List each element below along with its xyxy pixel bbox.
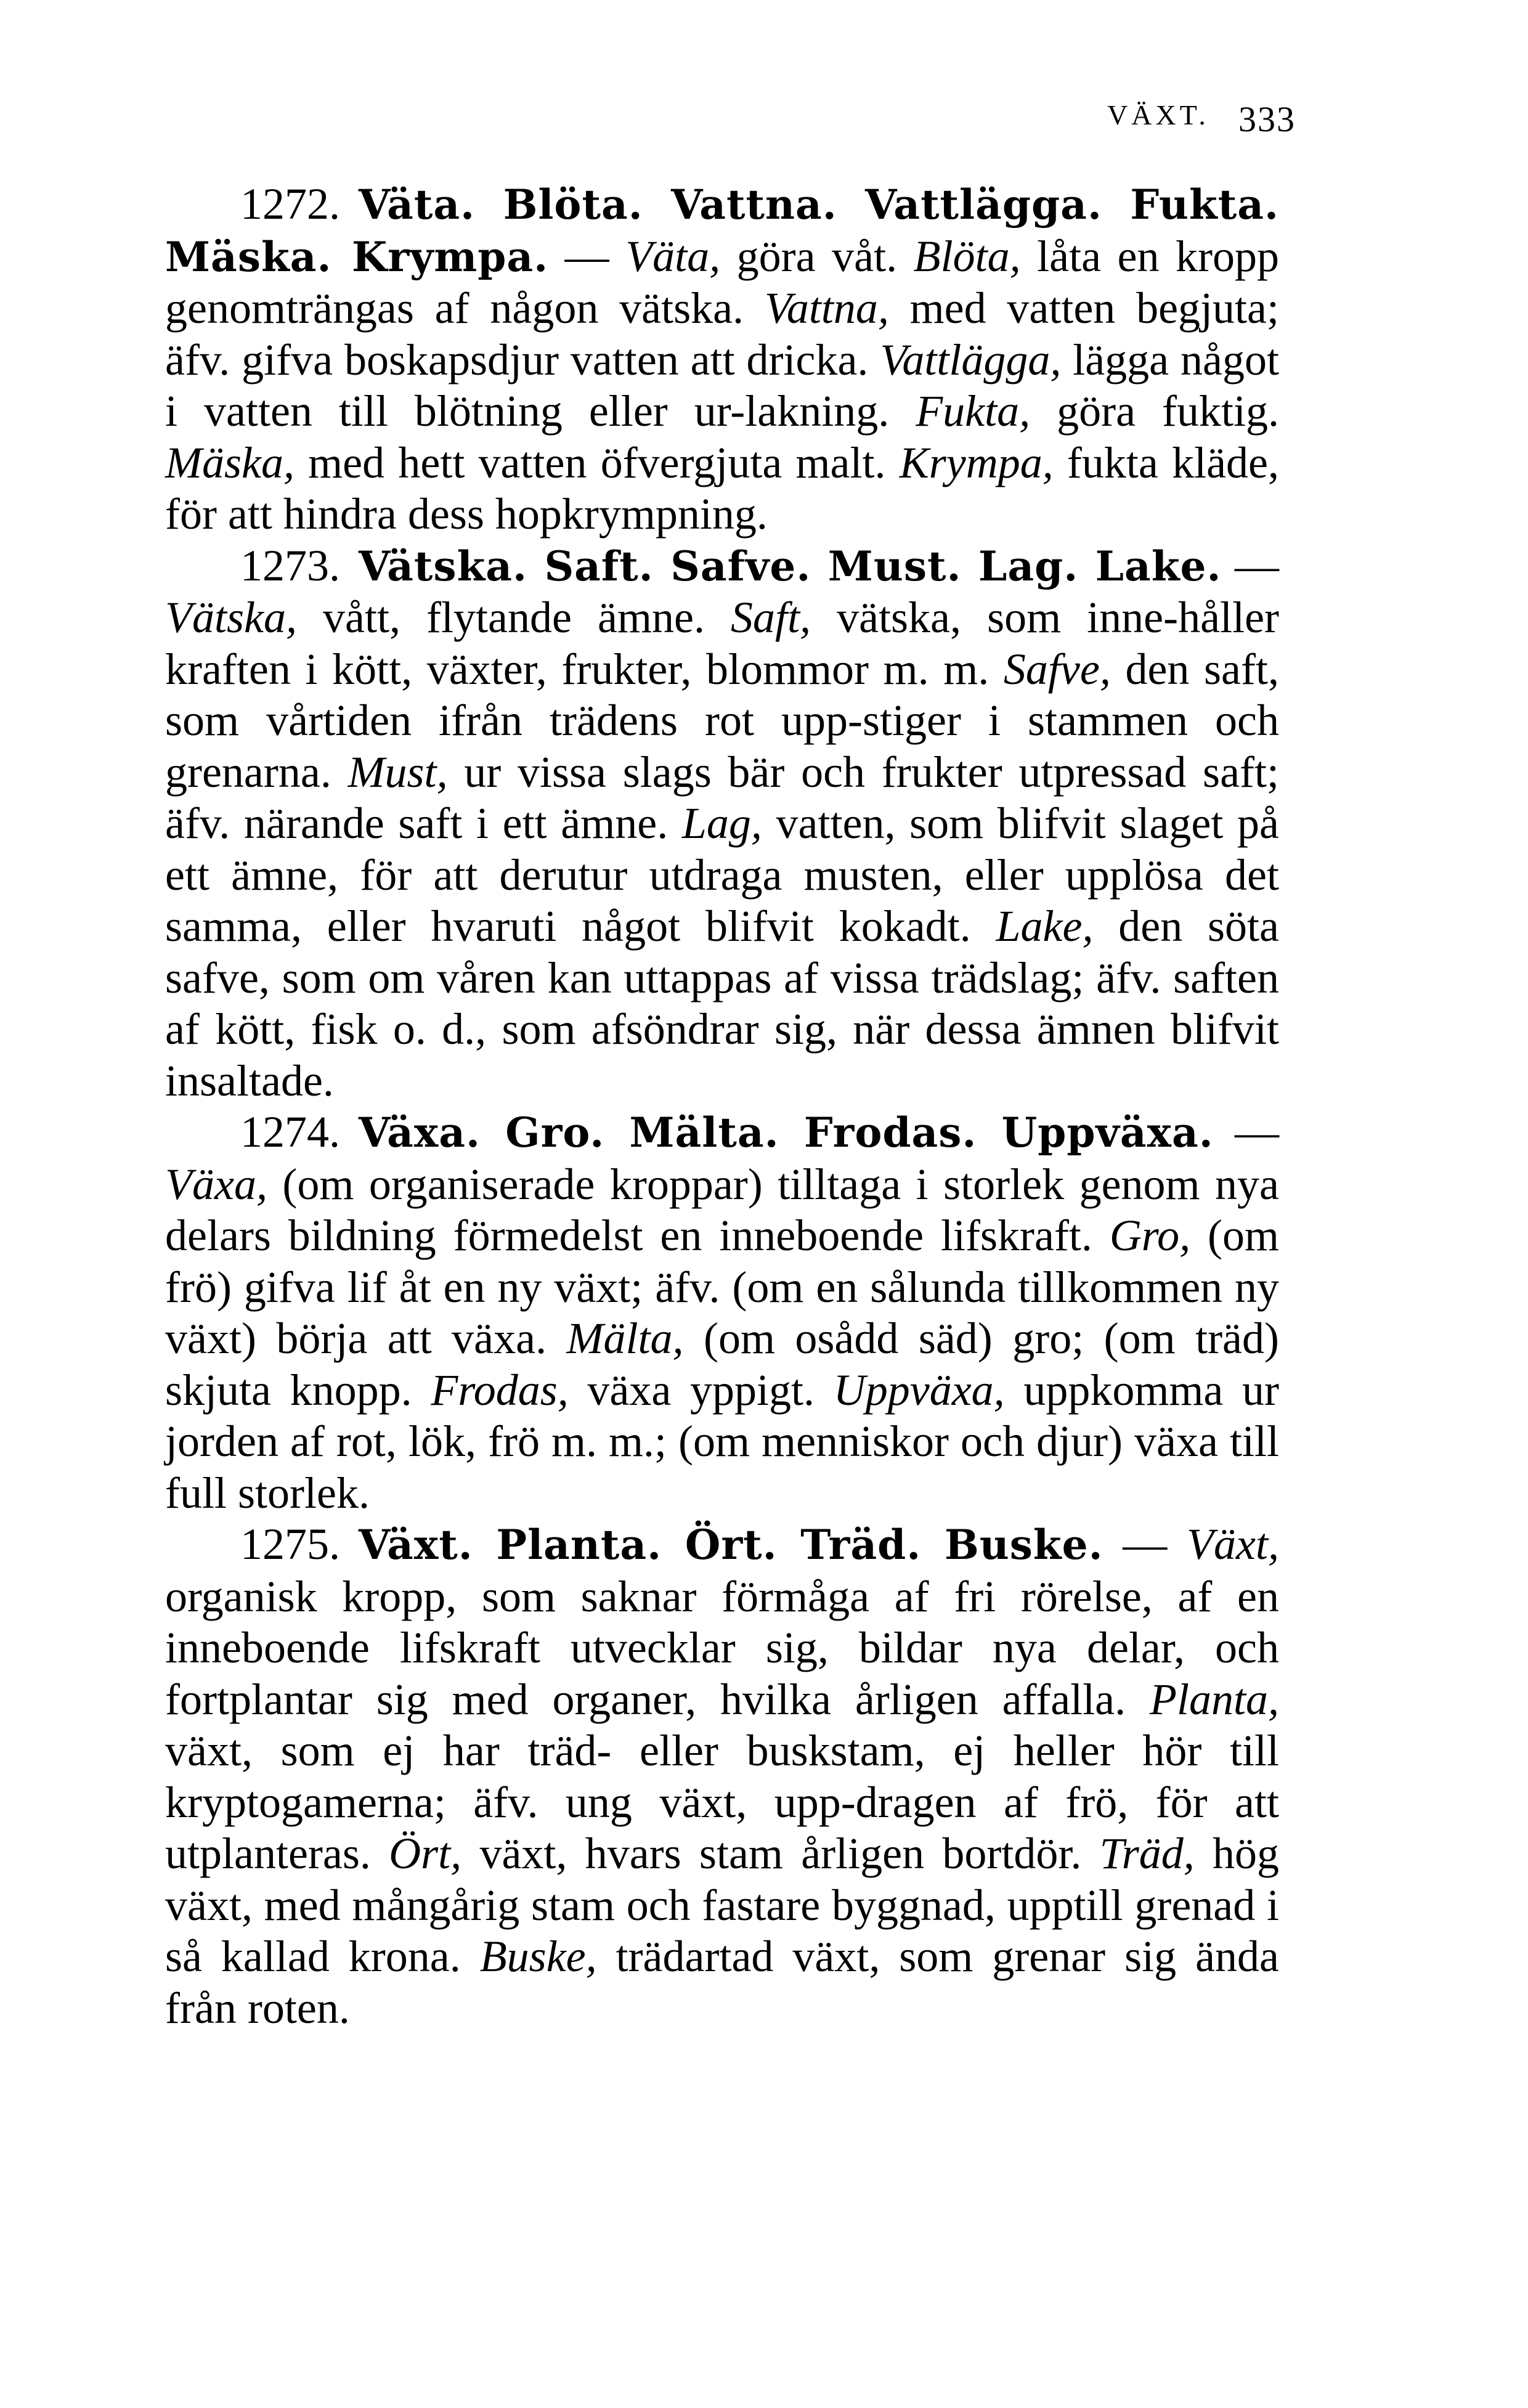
defined-term: Safve,	[1003, 644, 1111, 694]
headword-group: Vätska. Saft. Safve. Must. Lag. Lake.	[359, 542, 1222, 590]
definition-text: vätska, som inne-håller kraften i kött, växter, frukter, blommor m. m.	[165, 593, 1279, 694]
entry-number: 1275.	[240, 1519, 340, 1569]
definition-text: den söta safve, som om våren kan uttappas af vissa trädslag; äfv. saften af kött, fisk o. d., som afsöndrar sig, när dessa ämnen blifvit insaltade.	[165, 901, 1280, 1105]
entry-body	[165, 541, 1279, 1105]
defined-term: Vattlägga,	[880, 335, 1062, 384]
defined-term: Saft,	[731, 593, 811, 642]
defined-term: Väta,	[625, 231, 721, 281]
headword-group: Väta. Blöta. Vattna. Vattlägga. Fukta. Mäska. Krympa.	[165, 181, 1279, 281]
defined-term: Växa,	[165, 1159, 267, 1209]
definition-text: organisk kropp, som saknar förmåga af fri rörelse, af en inneboende lifskraft utvecklar sig, bildar nya delar, och fortplantar sig med organer, hvilka årligen affalla.	[165, 1571, 1279, 1724]
definition-text: ur vissa slags bär och frukter utpressad saft; äfv. närande saft i ett ämne.	[165, 747, 1280, 848]
definition-text: (om frö) gifva lif åt en ny växt; äfv. (om en sålunda tillkommen ny växt) börja att växa.	[165, 1211, 1280, 1363]
headword-group: Växt. Planta. Ört. Träd. Buske.	[359, 1521, 1103, 1569]
defined-term: Buske,	[479, 1932, 597, 1981]
defined-term: Ört,	[389, 1829, 462, 1878]
defined-term: Must,	[347, 747, 448, 797]
defined-term: Mälta,	[566, 1314, 684, 1363]
definition-text: —	[1221, 540, 1280, 590]
definition-text: —	[1103, 1519, 1187, 1569]
definition-text: göra våt.	[720, 231, 914, 281]
defined-term: Mäska,	[165, 437, 295, 487]
definition-text: vatten, som blifvit slaget på ett ämne, för att derutur utdraga musten, eller upplösa det samma, eller hvaruti något blifvit kokadt.	[165, 799, 1279, 951]
defined-term: Blöta,	[913, 231, 1021, 281]
defined-term: Växt,	[1187, 1519, 1279, 1569]
entry-body	[165, 179, 1279, 539]
entry-body	[165, 1519, 1279, 2033]
defined-term: Lag,	[681, 799, 762, 848]
definition-text: med hett vatten öfvergjuta malt.	[294, 437, 900, 487]
definition-text: med vatten begjuta; äfv. gifva boskapsdjur vatten att dricka.	[165, 283, 1279, 384]
definition-text: —	[548, 231, 626, 281]
definition-text: växt, som ej har träd- eller buskstam, ej heller hör till kryptogamerna; äfv. ung växt, upp-dragen af frö, för att utplanteras.	[165, 1726, 1279, 1878]
entry-number: 1274.	[240, 1107, 340, 1157]
defined-term: Uppväxa,	[833, 1365, 1005, 1415]
defined-term: Frodas,	[431, 1365, 569, 1415]
definition-text: lägga något i vatten till blötning eller ur-lakning.	[165, 335, 1279, 436]
defined-term: Fukta,	[916, 386, 1031, 436]
entry-1275	[165, 1519, 1279, 2034]
definition-text: låta en kropp genomträngas af någon vätska.	[165, 231, 1280, 333]
defined-term: Krympa,	[899, 437, 1054, 487]
defined-term: Lake,	[996, 901, 1094, 951]
dictionary-text	[165, 179, 1279, 2034]
entry-1272	[165, 179, 1279, 540]
definition-text: (om organiserade kroppar) tilltaga i storlek genom nya delars bildning förmedelst en inneboende lifskraft.	[165, 1159, 1279, 1260]
entry-1273	[165, 540, 1279, 1107]
definition-text: uppkomma ur jorden af rot, lök, frö m. m.; (om menniskor och djur) växa till full storlek.	[165, 1365, 1280, 1518]
definition-text: hög växt, med mångårig stam och fastare byggnad, upptill grenad i så kallad krona.	[165, 1829, 1279, 1981]
running-head	[0, 99, 1528, 148]
definition-text: växa yppigt.	[568, 1365, 834, 1415]
definition-text: växt, hvars stam årligen bortdör.	[461, 1829, 1100, 1878]
definition-text: fukta kläde, för att hindra dess hopkrympning.	[165, 437, 1280, 539]
entry-number: 1272.	[240, 179, 340, 229]
definition-text: (om osådd säd) gro; (om träd) skjuta knopp.	[165, 1314, 1279, 1415]
defined-term: Gro,	[1109, 1211, 1191, 1260]
definition-text: vått, flytande ämne.	[296, 593, 731, 642]
entry-number: 1273.	[240, 540, 340, 590]
defined-term: Vattna,	[764, 283, 889, 333]
defined-term: Vätska,	[165, 593, 297, 642]
entry-body	[165, 1107, 1279, 1518]
page-number: 333	[1238, 99, 1296, 139]
running-title: VÄXT.	[1107, 99, 1209, 131]
definition-text: —	[1213, 1107, 1279, 1157]
definition-text: den saft, som vårtiden ifrån trädens rot upp-stiger i stammen och grenarna.	[165, 644, 1279, 797]
definition-text: göra fuktig.	[1030, 386, 1280, 436]
entry-1274	[165, 1107, 1279, 1519]
defined-term: Planta,	[1150, 1674, 1279, 1724]
defined-term: Träd,	[1099, 1829, 1195, 1878]
definition-text: trädartad växt, som grenar sig ända från roten.	[165, 1932, 1279, 2033]
headword-group: Växa. Gro. Mälta. Frodas. Uppväxa.	[359, 1108, 1214, 1157]
